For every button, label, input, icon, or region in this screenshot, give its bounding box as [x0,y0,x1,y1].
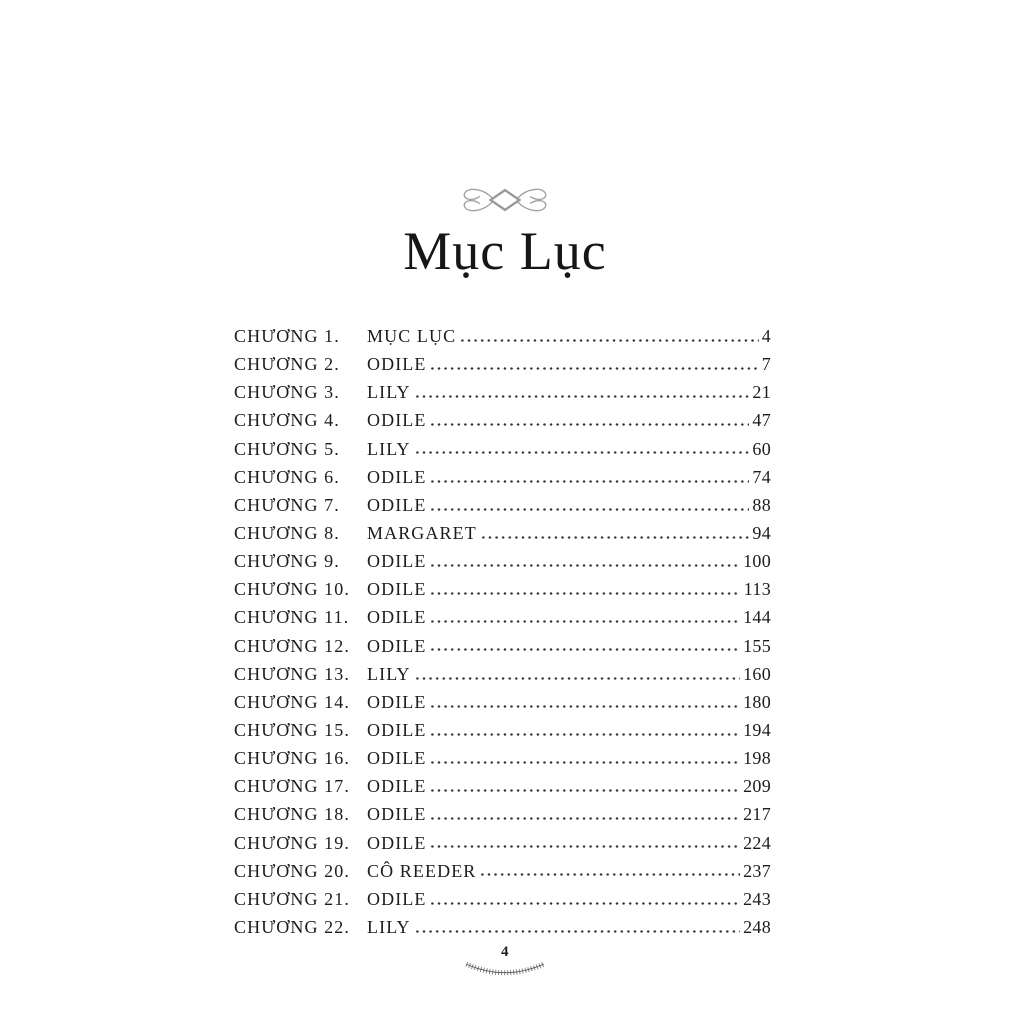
toc-chapter-title: ODILE [367,832,427,853]
toc-row [234,632,771,660]
toc-dot-leader [416,675,741,680]
page-footer [0,944,1010,983]
toc-chapter-label: CHƯƠNG 15. [234,719,350,740]
toc-page-number: 100 [743,551,771,572]
toc-chapter-label: CHƯƠNG 20. [234,860,350,881]
toc-row [234,716,771,744]
toc-chapter-title: ODILE [367,719,427,740]
toc-page-number: 60 [752,438,771,459]
toc-chapter-label: CHƯƠNG 8. [234,522,340,543]
toc-dot-leader [431,647,740,652]
toc-chapter-title: ODILE [367,804,427,825]
toc-page-number: 113 [743,579,771,600]
toc-chapter-label: CHƯƠNG 18. [234,804,350,825]
toc-page-number: 198 [743,748,771,769]
toc-dot-leader [431,590,740,595]
toc-chapter-title: LILY [367,663,411,684]
toc-row [234,800,771,828]
toc-row [234,885,771,913]
toc-chapter-label: CHƯƠNG 17. [234,776,350,797]
page-title: Mục Lục [403,221,607,281]
toc-chapter-title: ODILE [367,748,427,769]
toc-page-number: 21 [752,382,771,403]
toc-row [234,575,771,603]
toc-dot-leader [481,872,740,877]
toc-chapter-label: CHƯƠNG 3. [234,382,340,403]
toc-dot-leader [461,337,758,342]
toc-dot-leader [416,450,750,455]
toc-chapter-title: MARGARET [367,522,477,543]
toc-page-number: 144 [743,607,771,628]
toc-row [234,829,771,857]
toc-chapter-title: ODILE [367,551,427,572]
toc-chapter-title: ODILE [367,691,427,712]
laurel-ornament-icon [462,959,548,983]
toc-chapter-label: CHƯƠNG 9. [234,551,340,572]
toc-dot-leader [431,365,758,370]
toc-dot-leader [482,534,750,539]
toc-chapter-label: CHƯƠNG 7. [234,494,340,515]
toc-chapter-label: CHƯƠNG 21. [234,888,350,909]
toc-page-number: 248 [743,916,771,937]
toc-page-number: 88 [752,494,771,515]
toc-row [234,547,771,575]
toc-row [234,744,771,772]
toc-dot-leader [431,421,749,426]
toc-page-number: 47 [752,410,771,431]
toc-page-number: 209 [743,776,771,797]
toc-chapter-label: CHƯƠNG 4. [234,410,340,431]
toc-row [234,660,771,688]
toc-chapter-label: CHƯƠNG 11. [234,607,350,628]
toc-chapter-label: CHƯƠNG 5. [234,438,340,459]
toc-dot-leader [431,618,740,623]
toc-chapter-title: MỤC LỤC [367,326,457,346]
toc-row [234,406,771,434]
toc-dot-leader [431,844,740,849]
toc-dot-leader [431,787,740,792]
toc-chapter-title: ODILE [367,579,427,600]
toc-dot-leader [431,815,740,820]
toc-chapter-title: LILY [367,916,411,937]
toc-chapter-title: ODILE [367,354,427,375]
toc-chapter-title: ODILE [367,466,427,487]
toc-page-number: 243 [743,888,771,909]
toc-row [234,435,771,463]
toc-row [234,491,771,519]
footer-page-number: 4 [501,944,509,960]
toc-chapter-title: LILY [367,382,411,403]
toc-dot-leader [431,703,740,708]
toc-chapter-label: CHƯƠNG 19. [234,832,350,853]
toc-page-number: 217 [743,804,771,825]
toc-row [234,913,771,941]
toc-chapter-label: CHƯƠNG 2. [234,354,340,375]
toc-row [234,350,771,378]
toc-dot-leader [416,928,741,933]
toc-chapter-label: CHƯƠNG 14. [234,691,350,712]
toc-chapter-label: CHƯƠNG 1. [234,326,340,346]
toc-page-number: 7 [761,354,771,375]
toc-row [234,603,771,631]
toc-chapter-title: ODILE [367,607,427,628]
toc-chapter-title: ODILE [367,776,427,797]
toc-row [234,772,771,800]
toc-dot-leader [431,731,740,736]
toc-chapter-label: CHƯƠNG 16. [234,748,350,769]
toc-row [234,378,771,406]
toc-page-number: 160 [743,663,771,684]
toc-page-number: 155 [743,635,771,656]
toc-dot-leader [431,759,740,764]
toc-chapter-label: CHƯƠNG 12. [234,635,350,656]
toc-chapter-title: ODILE [367,494,427,515]
toc-list [234,322,771,941]
toc-chapter-title: ODILE [367,410,427,431]
toc-dot-leader [431,900,740,905]
toc-chapter-label: CHƯƠNG 10. [234,579,350,600]
toc-row [234,463,771,491]
toc-page-number: 237 [743,860,771,881]
toc-chapter-title: ODILE [367,635,427,656]
toc-page-number: 194 [743,719,771,740]
toc-page-number: 74 [752,466,771,487]
toc-row [234,688,771,716]
toc-chapter-title: ODILE [367,888,427,909]
toc-chapter-title: CÔ REEDER [367,860,477,881]
toc-page-number: 224 [743,832,771,853]
toc-chapter-label: CHƯƠNG 6. [234,466,340,487]
toc-row [234,519,771,547]
toc-dot-leader [416,393,750,398]
toc-page-number: 180 [743,691,771,712]
toc-chapter-label: CHƯƠNG 22. [234,916,350,937]
toc-chapter-label: CHƯƠNG 13. [234,663,350,684]
toc-page-number: 94 [752,522,771,543]
toc-chapter-title: LILY [367,438,411,459]
toc-dot-leader [431,506,749,511]
toc-row [234,322,771,350]
toc-row [234,857,771,885]
flourish-ornament-icon [460,182,550,218]
toc-page-number: 4 [761,326,771,346]
toc-dot-leader [431,562,740,567]
toc-dot-leader [431,478,749,483]
